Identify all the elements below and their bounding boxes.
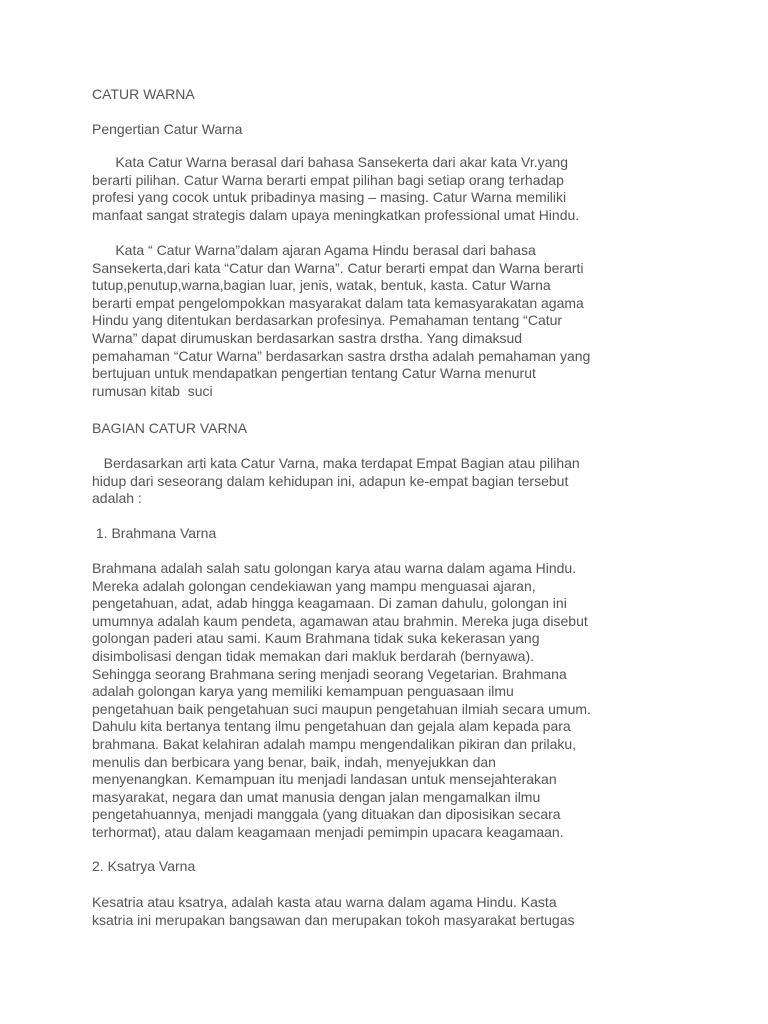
- paragraph-line: tutup,penutup,warna,bagian luar, jenis, watak, bentuk, kasta. Catur Warna: [92, 277, 551, 294]
- heading-text: Pengertian Catur Warna: [92, 121, 243, 137]
- paragraph-line: manfaat sangat strategis dalam upaya meningkatkan professional umat Hindu.: [92, 206, 580, 223]
- paragraph-line: bertujuan untuk mendapatkan pengertian tentang Catur Warna menurut: [92, 365, 536, 382]
- document-title: [92, 86, 195, 104]
- paragraph-line: berarti pilihan. Catur Warna berarti empat pilihan bagi setiap orang terhadap: [92, 171, 564, 188]
- paragraph-line: ksatria ini merupakan bangsawan dan merupakan tokoh masyarakat bertugas: [92, 911, 575, 928]
- paragraph-line: golongan paderi atau sami. Kaum Brahmana tidak suka kekerasan yang: [92, 630, 540, 647]
- heading-text: 1. Brahmana Varna: [92, 525, 217, 541]
- paragraph-line: Kata Catur Warna berasal dari bahasa Sansekerta dari akar kata Vr.yang: [92, 154, 568, 170]
- title-text: CATUR WARNA: [92, 86, 195, 102]
- heading-text: 2. Ksatrya Varna: [92, 858, 196, 874]
- paragraph-line: hidup dari seseorang dalam kehidupan ini, adapun ke-empat bagian tersebut: [92, 472, 569, 489]
- paragraph-line: Mereka adalah golongan cendekiawan yang mampu menguasai ajaran,: [92, 577, 536, 594]
- paragraph-line: pengetahuan baik pengetahuan suci maupun pengetahuan ilmiah secara umum.: [92, 700, 591, 717]
- paragraph-line: terhormat), atau dalam keagamaan menjadi pemimpin upacara keagamaan.: [92, 823, 564, 840]
- paragraph-line: berarti empat pengelompokkan masyarakat dalam tata kemasyarakatan agama: [92, 294, 584, 311]
- paragraph-line: Kata “ Catur Warna”dalam ajaran Agama Hindu berasal dari bahasa: [92, 242, 536, 258]
- heading-text: BAGIAN CATUR VARNA: [92, 420, 248, 436]
- paragraph: [92, 894, 575, 929]
- paragraph-line: disimbolisasi dengan tidak memakan dari makluk berdarah (bernyawa).: [92, 647, 534, 664]
- paragraph: [92, 154, 579, 224]
- paragraph-line: Sansekerta,dari kata “Catur dan Warna”. Catur berarti empat dan Warna berarti: [92, 259, 584, 276]
- paragraph-line: umumnya adalah kaum pendeta, agamawan atau brahmin. Mereka juga disebut: [92, 612, 588, 629]
- paragraph-line: Brahmana adalah salah satu golongan karya atau warna dalam agama Hindu.: [92, 560, 577, 576]
- paragraph: [92, 455, 580, 508]
- paragraph-line: masyarakat, negara dan umat manusia dengan jalan mengamalkan ilmu: [92, 788, 541, 805]
- section-heading: [92, 525, 216, 543]
- paragraph-line: menulis dan berbicara yang benar, baik, indah, menyejukkan dan: [92, 753, 496, 770]
- paragraph-line: Dahulu kita bertanya tentang ilmu pengetahuan dan gejala alam kepada para: [92, 718, 571, 735]
- paragraph-line: brahmana. Bakat kelahiran adalah mampu mengendalikan pikiran dan prilaku,: [92, 735, 577, 752]
- paragraph-line: Kesatria atau ksatrya, adalah kasta atau warna dalam agama Hindu. Kasta: [92, 894, 557, 910]
- paragraph-line: Sehingga seorang Brahmana sering menjadi seorang Vegetarian. Brahmana: [92, 665, 567, 682]
- section-heading: [92, 858, 195, 876]
- paragraph: [92, 560, 591, 842]
- paragraph-line: Berdasarkan arti kata Catur Varna, maka terdapat Empat Bagian atau pilihan: [92, 455, 580, 471]
- section-heading: [92, 121, 242, 139]
- paragraph-line: pemahaman “Catur Warna” berdasarkan sastra drstha adalah pemahaman yang: [92, 347, 591, 364]
- paragraph-line: pengetahuan, adat, adab hingga keagamaan. Di zaman dahulu, golongan ini: [92, 595, 567, 612]
- paragraph-line: menyenangkan. Kemampuan itu menjadi landasan untuk mensejahterakan: [92, 771, 557, 788]
- paragraph-line: profesi yang cocok untuk pribadinya masing – masing. Catur Warna memiliki: [92, 189, 567, 206]
- paragraph-line: adalah golongan karya yang memiliki kemampuan penguasaan ilmu: [92, 683, 514, 700]
- paragraph-line: rumusan kitab suci: [92, 382, 213, 399]
- paragraph: [92, 242, 590, 400]
- paragraph-line: adalah :: [92, 490, 142, 507]
- paragraph-line: Hindu yang ditentukan berdasarkan profesinya. Pemahaman tentang “Catur: [92, 312, 563, 329]
- section-heading: [92, 420, 247, 438]
- paragraph-line: pengetahuannya, menjadi manggala (yang dituakan dan diposisikan secara: [92, 806, 561, 823]
- paragraph-line: Warna” dapat dirumuskan berdasarkan sastra drstha. Yang dimaksud: [92, 329, 523, 346]
